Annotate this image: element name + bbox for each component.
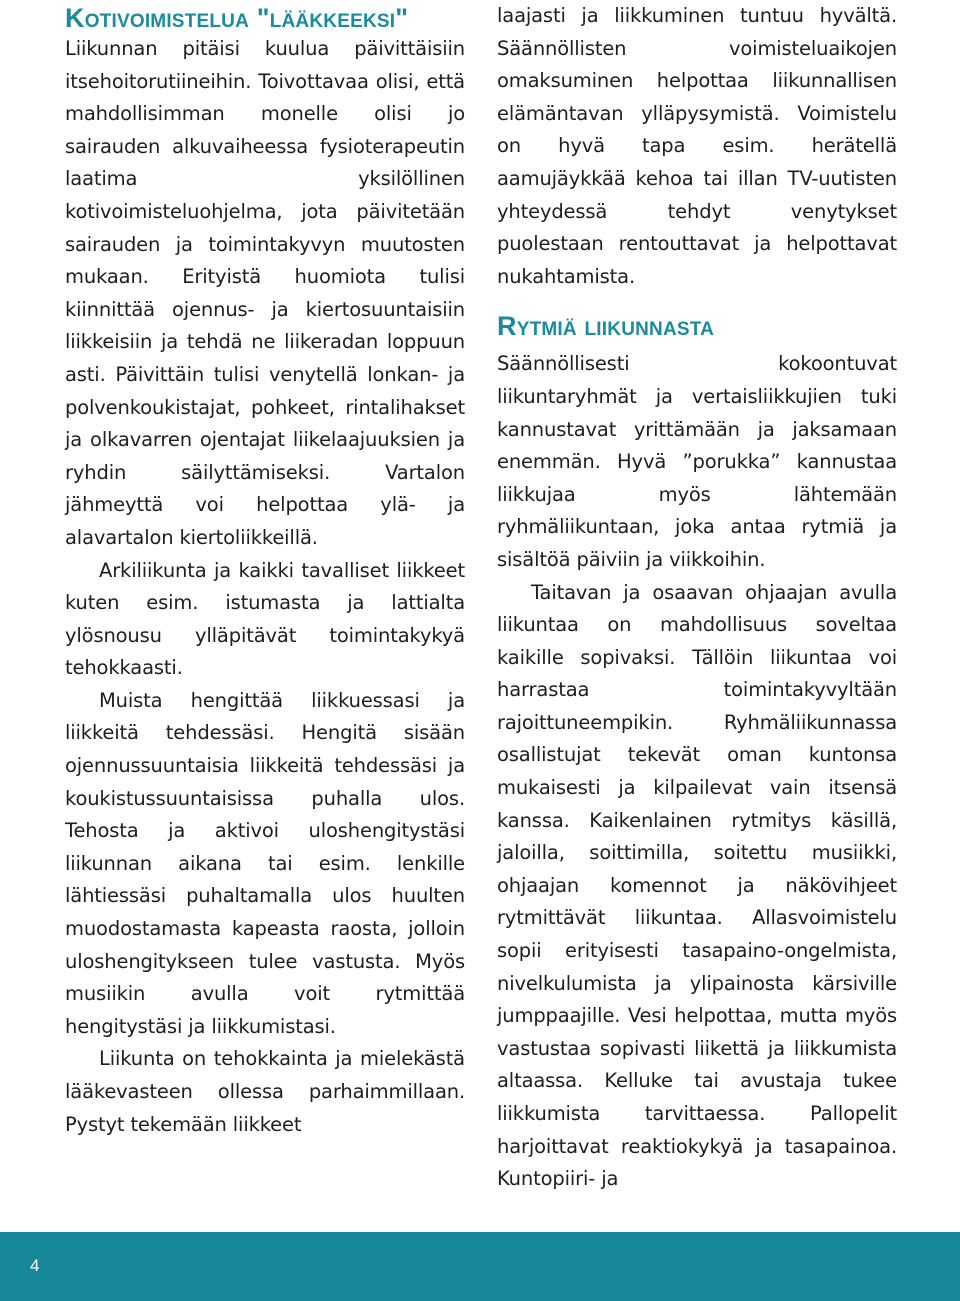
paragraph: laajasti ja liikkuminen tuntuu hyvältä. Säännöllisten voimisteluaikojen omaksuminen helpottaa liikunnallisen elämäntavan ylläpysymistä. Voimistelu on hyvä tapa esim. herätellä aamujäykkää kehoa tai illan TV-uutisten yhteydessä tehdyt venytykset puolestaan rentouttavat ja helpottavat nukahtamista.: [497, 4, 897, 288]
page-number: 4: [30, 1256, 40, 1275]
paragraph: Taitavan ja osaavan ohjaajan avulla liikuntaa on mahdollisuus soveltaa kaikille sopivaksi. Tällöin liikuntaa voi harrastaa toimintakyvyltään rajoittuneempikin. Ryhmäliikunnassa osallistujat tekevät oman kuntonsa mukaisesti ja kilpailevat vain itsensä kanssa. Kaikenlainen rytmitys käsillä, jaloilla, soittimilla, soitettu musiikki, ohjaajan komennot ja näkövihjeet rytmittävät liikuntaa. Allasvoimistelu sopii erityisesti tasapaino-ongelmista, nivelkulumista ja ylipainosta kärsiville jumppaajille. Vesi helpottaa, mutta myös vastustaa sopivasti liikettä ja liikkumista altaassa. Kelluke tai avustaja tukee liikkumista tarvittaessa. Pallopelit harjoittavat reaktiokykyä ja tasapainoa. Kuntopiiri- ja: [497, 580, 897, 1191]
section-heading-kotivoimistelua: Kotivoimistelua "lääkkeeksi": [65, 3, 409, 33]
right-column: [497, 0, 897, 1196]
paragraph: Säännöllisesti kokoontuvat liikuntaryhmät ja vertaisliikkujien tuki kannustavat yrittämään ja jaksamaan enemmän. Hyvä ”porukka” kannustaa liikkujaa myös lähtemään ryhmäliikuntaan, joka antaa rytmiä ja sisältöä päiviin ja viikkoihin.: [497, 352, 897, 571]
paragraph: Liikunnan pitäisi kuulua päivittäisiin itsehoitorutiineihin. Toivottavaa olisi, että mahdollisimman monelle olisi jo sairauden alkuvaiheessa fysioterapeutin laatima yksilöllinen kotivoimisteluohjelma, jota päivitetään sairauden ja toimintakyvyn muutosten mukaan. Erityistä huomiota tulisi kiinnittää ojennus- ja kiertosuuntaisiin liikkeisiin ja tehdä ne liikeradan loppuun asti. Päivittäin tulisi venytellä lonkan- ja polvenkoukistajat, pohkeet, rintalihakset ja olkavarren ojentajat liikelaajuuksien ja ryhdin säilyttämiseksi. Vartalon jähmeyttä voi helpottaa ylä- ja alavartalon kiertoliikkeillä.: [65, 37, 465, 549]
footer-bar: [0, 1232, 960, 1301]
left-column: [65, 0, 465, 1141]
section-heading-rytmia-liikunnasta: Rytmiä liikunnasta: [497, 311, 715, 342]
paragraph: Muista hengittää liikkuessasi ja liikkeitä tehdessäsi. Hengitä sisään ojennussuuntaisia liikkeitä tehdessäsi ja koukistussuuntaisissa puhalla ulos. Tehosta ja aktivoi uloshengitystäsi liikunnan aikana tai esim. lenkille lähtiessäsi puhaltamalla ulos huulten muodostamasta kapeasta raosta, jolloin uloshengitykseen tulee vastusta. Myös musiikin avulla voit rytmittää hengitystäsi ja liikkumistasi.: [65, 688, 465, 1038]
paragraph: Arkiliikunta ja kaikki tavalliset liikkeet kuten esim. istumasta ja lattialta ylösnousu ylläpitävät toimintakykyä tehokkaasti.: [65, 558, 465, 680]
paragraph: Liikunta on tehokkainta ja mielekästä lääkevasteen ollessa parhaimmillaan. Pystyt tekemään liikkeet: [65, 1047, 465, 1136]
